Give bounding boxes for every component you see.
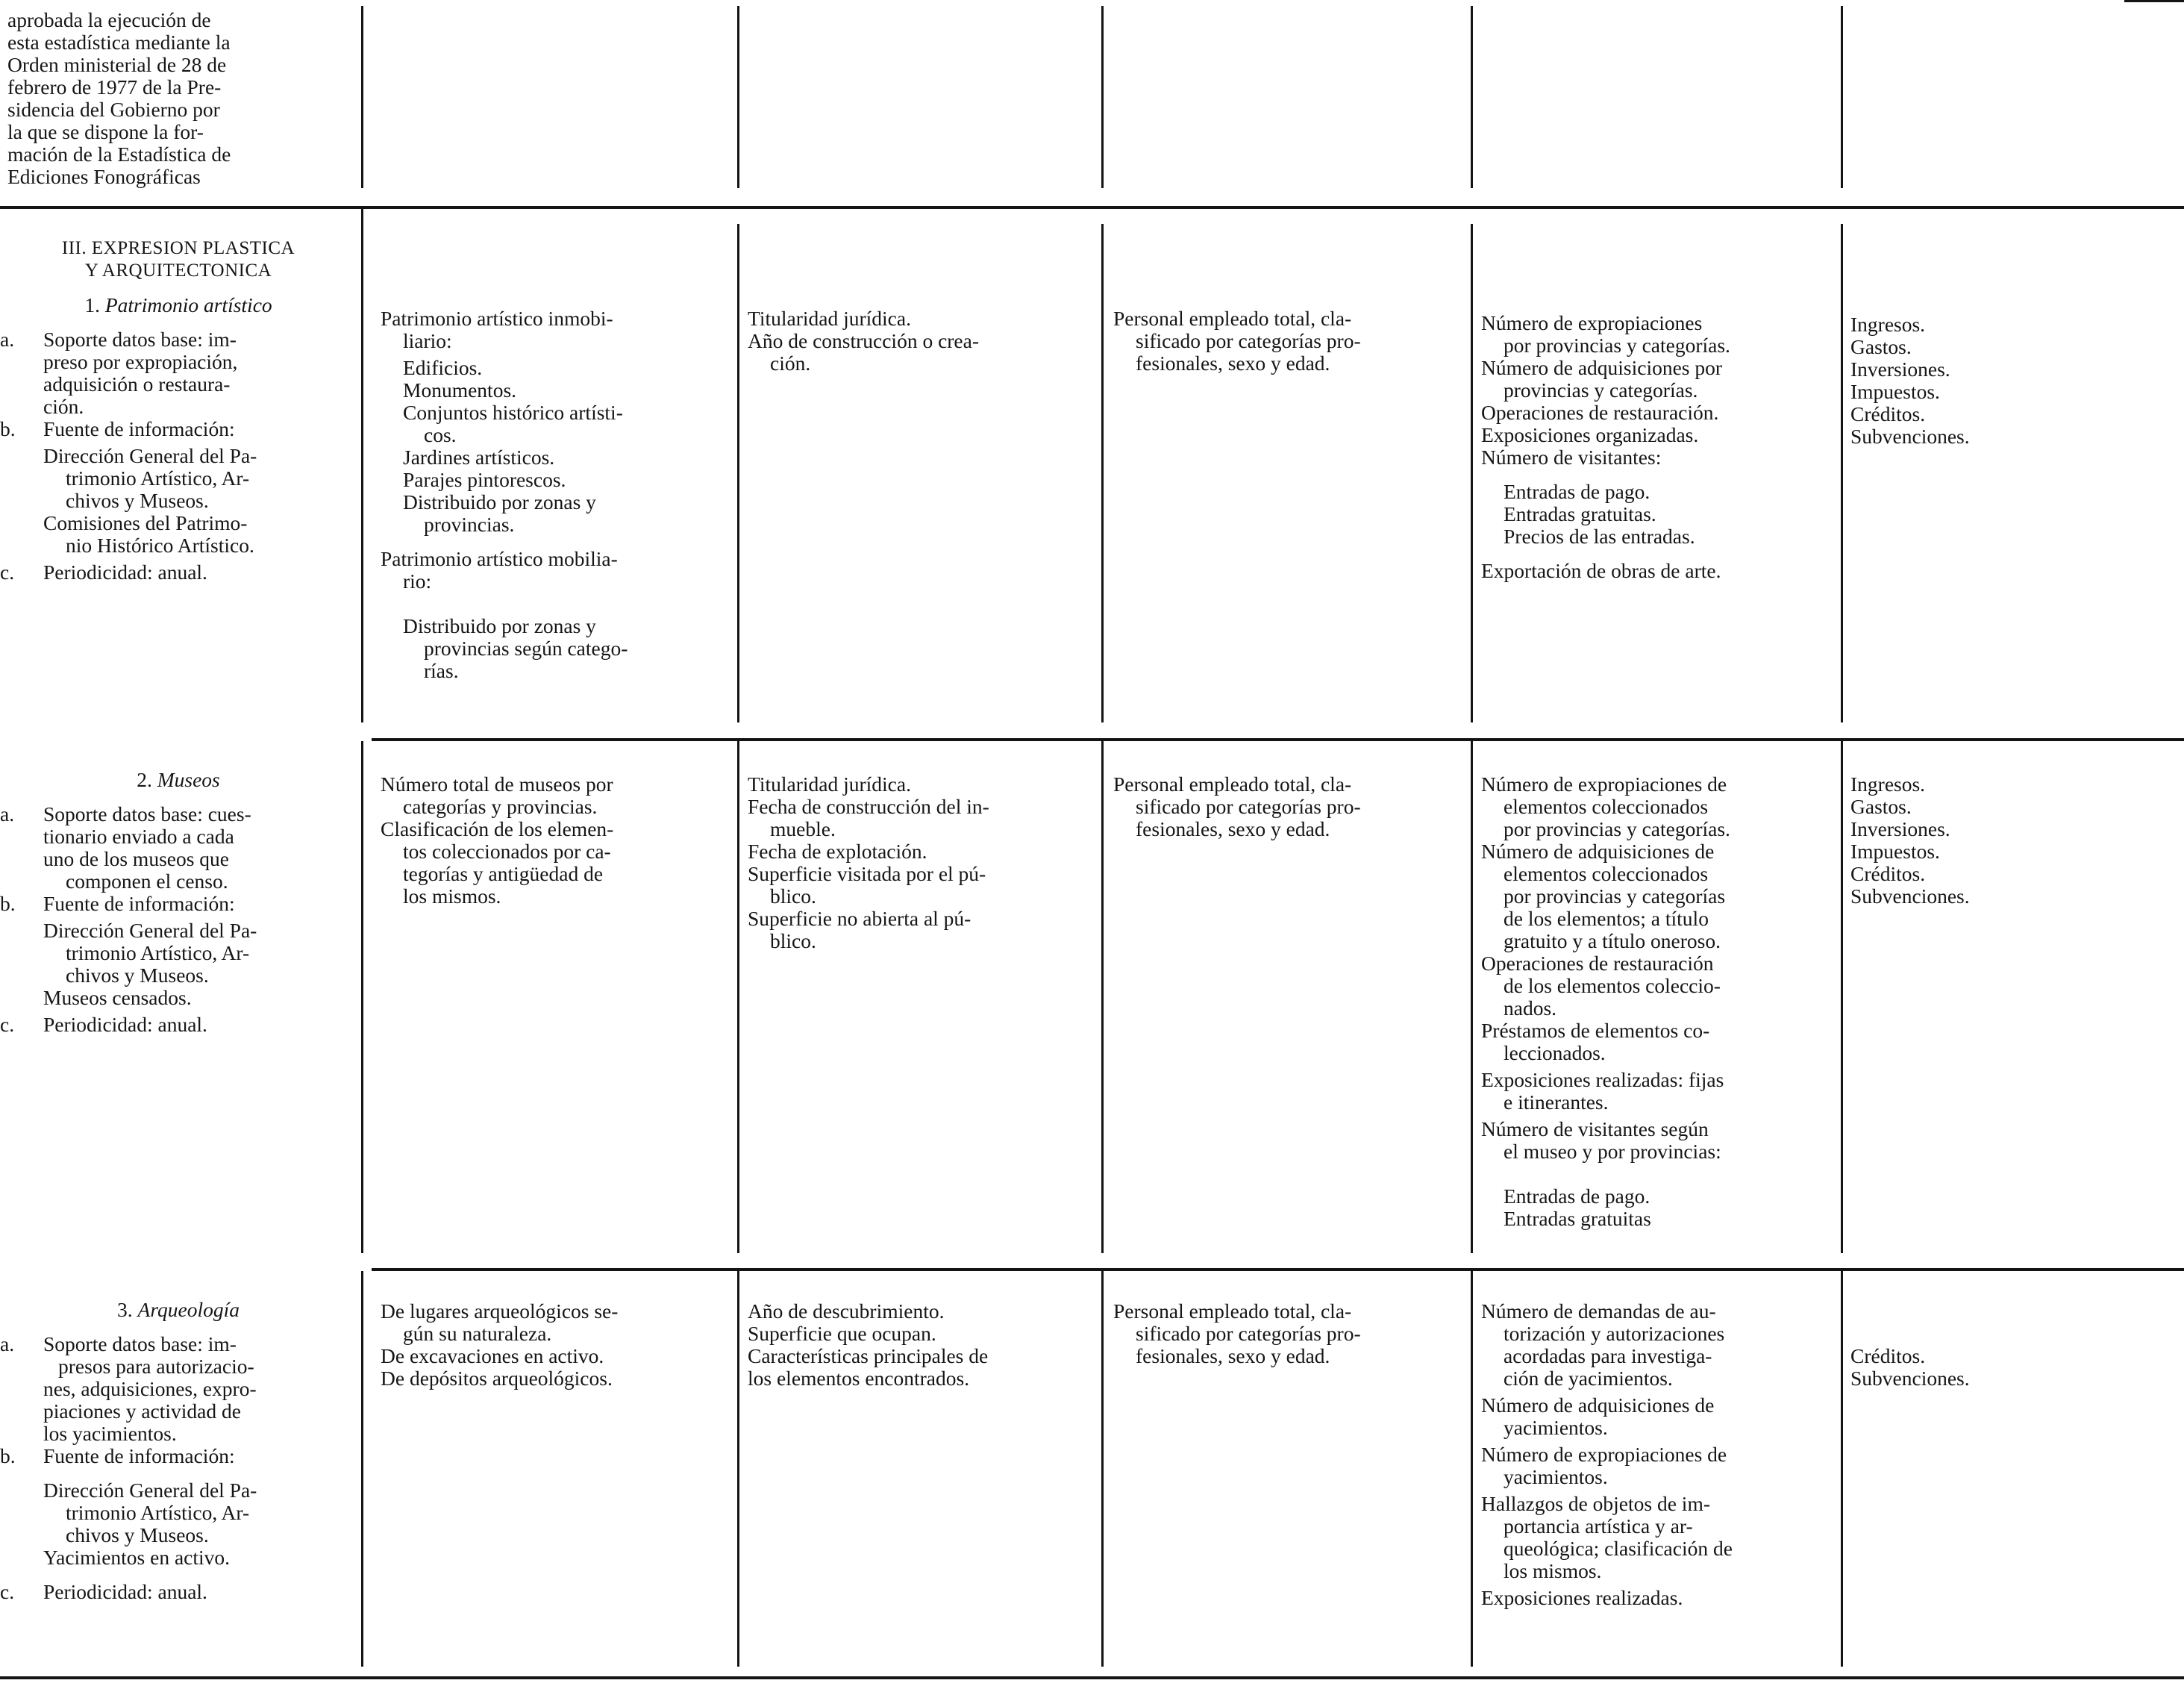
column-rule — [1471, 224, 1473, 722]
column-rule — [737, 741, 739, 1253]
item-c: c. Periodicidad: anual. — [0, 561, 207, 584]
section-heading: III. EXPRESION PLASTICA Y ARQUITECTONICA — [61, 238, 295, 281]
row-1-col-5: Número de expropiaciones por provincias y categorías. Número de adquisiciones por provincias y categorías. Operaciones de restauración. Exposiciones organizadas. Número de visitantes: Entradas de pago. Entradas gratuitas. Precios de las entradas. Exportación de obras de arte. — [1481, 311, 1730, 582]
item-a: a. Soporte datos base: cues- tionario enviado a cada uno de los museos que componen el censo. — [0, 802, 251, 893]
column-rule — [1101, 6, 1104, 188]
row-title: 2. Museos — [137, 768, 220, 791]
row-2-col-2: Número total de museos por categorías y provincias. Clasificación de los elemen- tos coleccionados por ca- tegorías y antigüedad de los mismos. — [381, 772, 614, 908]
row-1-col-4: Personal empleado total, cla- sificado por categorías pro- fesionales, sexo y edad. — [1113, 307, 1361, 375]
item-c: c. Periodicidad: anual. — [0, 1580, 207, 1603]
column-rule — [1101, 741, 1104, 1253]
row-2-col-6: Ingresos. Gastos. Inversiones. Impuestos. Créditos. Subvenciones. — [1850, 772, 1970, 908]
row-3-description — [0, 1299, 357, 1603]
row-3-col-5: Número de demandas de au- torización y autorizaciones acordadas para investiga- ción de yacimientos. Número de adquisiciones de yacimientos. Número de expropiaciones de yacimientos. Hallazgos de objetos de im- portancia artística y ar- queológica; clasificación de los mismos. Exposiciones realizadas. — [1481, 1299, 1733, 1609]
item-a: a. Soporte datos base: im- preso por expropiación, adquisición o restaura- ción. — [0, 328, 238, 418]
column-rule — [1471, 1271, 1473, 1667]
row-2-col-4: Personal empleado total, cla- sificado por categorías pro- fesionales, sexo y edad. — [1113, 772, 1361, 840]
row-2-description — [0, 769, 357, 1036]
column-rule — [1101, 224, 1104, 722]
sources: Dirección General del Pa- trimonio Artístico, Ar- chivos y Museos. Museos censados. — [43, 919, 257, 1009]
sources: Dirección General del Pa- trimonio Artístico, Ar- chivos y Museos. Yacimientos en activo. — [43, 1479, 257, 1569]
top-section-bottom-rule — [0, 206, 2184, 209]
page-bottom-rule — [0, 1676, 2184, 1679]
row-3-col-6: Créditos. Subvenciones. — [1850, 1344, 1970, 1390]
item-c: c. Periodicidad: anual. — [0, 1013, 207, 1036]
column-rule — [1471, 6, 1473, 188]
column-rule — [361, 209, 363, 722]
top-right-edge-rule — [2124, 0, 2184, 2]
intro-text: aprobada la ejecución de esta estadística mediante la Orden ministerial de 28 de febrero de 1977 de la Pre- sidencia del Gobierno por la que se dispone la for- mación de la Estadística de Ediciones Fonográficas — [7, 8, 231, 188]
column-rule — [1471, 741, 1473, 1253]
column-rule — [361, 1271, 363, 1667]
column-rule — [361, 6, 363, 188]
row-1-col-3: Titularidad jurídica. Año de construcción o crea- ción. — [748, 307, 980, 375]
row-2-col-5: Número de expropiaciones de elementos coleccionados por provincias y categorías. Número de adquisiciones de elementos coleccionados por provincias y categorías de los elementos; a título gratuito y a título oneroso. Operaciones de restauración de los elementos coleccio- nados. Préstamos de elementos co- leccionados. Exposiciones realizadas: fijas e itinerantes. Número de visitantes según el museo y por provincias: Entradas de pago. Entradas gratuitas — [1481, 772, 1730, 1230]
column-rule — [1841, 1271, 1843, 1667]
column-rule — [1841, 6, 1843, 188]
column-rule — [737, 1271, 739, 1667]
column-rule — [737, 6, 739, 188]
item-b: b. Fuente de información: — [0, 1444, 235, 1467]
column-rule — [1841, 741, 1843, 1253]
row-1-col-6: Ingresos. Gastos. Inversiones. Impuestos. Créditos. Subvenciones. — [1850, 313, 1970, 448]
row-2-col-3: Titularidad jurídica. Fecha de construcción del in- mueble. Fecha de explotación. Superficie visitada por el pú- blico. Superficie no abierta al pú- blico. — [748, 772, 989, 952]
row-title: 1. Patrimonio artístico — [84, 293, 272, 316]
item-b: b. Fuente de información: — [0, 417, 235, 440]
item-a: a. Soporte datos base: im- presos para autorizacio- nes, adquisiciones, expro- piaciones y actividad de los yacimientos. — [0, 1332, 257, 1445]
sources: Dirección General del Pa- trimonio Artístico, Ar- chivos y Museos. Comisiones del Patrimo- nio Histórico Artístico. — [43, 444, 257, 557]
row-title: 3. Arqueología — [117, 1298, 240, 1321]
row-1-col-2: Patrimonio artístico inmobi- liario: Edificios. Monumentos. Conjuntos histórico artísti- cos. Jardines artísticos. Parajes pintorescos. Distribuido por zonas y provincias. Patrimonio artístico mobilia- rio: Distribuido por zonas y provincias según catego- rías. — [381, 307, 628, 682]
row-2-bottom-rule — [372, 1268, 2184, 1271]
row-3-col-3: Año de descubrimiento. Superficie que ocupan. Características principales de los elementos encontrados. — [748, 1299, 989, 1390]
column-rule — [1101, 1271, 1104, 1667]
row-3-col-2: De lugares arqueológicos se- gún su naturaleza. De excavaciones en activo. De depósitos arqueológicos. — [381, 1299, 619, 1390]
column-rule — [737, 224, 739, 722]
row-1-bottom-rule — [372, 738, 2184, 741]
row-1-description — [0, 237, 357, 584]
column-rule — [361, 741, 363, 1253]
column-rule — [1841, 224, 1843, 722]
row-3-col-4: Personal empleado total, cla- sificado por categorías pro- fesionales, sexo y edad. — [1113, 1299, 1361, 1367]
item-b: b. Fuente de información: — [0, 892, 235, 915]
